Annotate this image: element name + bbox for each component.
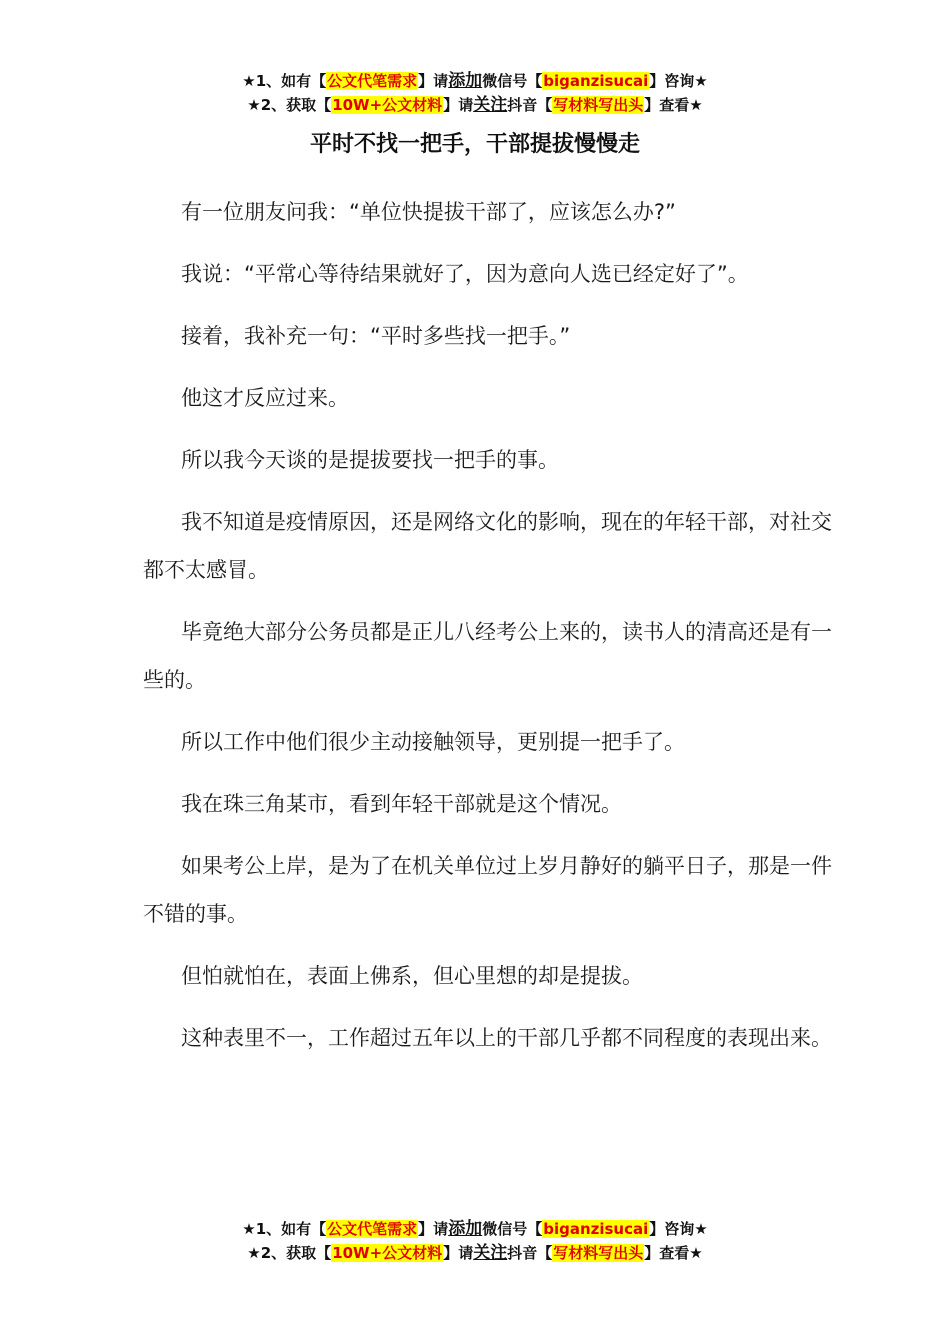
banner-line-2 <box>0 93 950 117</box>
paragraph: 但怕就怕在，表面上佛系，但心里想的却是提拔。 <box>181 964 643 988</box>
banner-text: 】请 <box>418 72 449 90</box>
document-title: 平时不找一把手，干部提拔慢慢走 <box>309 132 640 157</box>
banner-text: ★2、获取【 <box>247 1244 332 1262</box>
paragraph: 所以工作中他们很少主动接触领导，更别提一把手了。 <box>181 730 685 754</box>
document-body <box>143 188 833 1076</box>
underlined-text: 添加 <box>448 1219 483 1239</box>
highlight-text: 写材料写出头 <box>553 96 644 114</box>
banner-text: ★2、获取【 <box>247 96 332 114</box>
banner-text: 微信号【 <box>482 1220 543 1238</box>
paragraph: 毕竟绝大部分公务员都是正儿八经考公上来的，读书人的清高还是有一些的。 <box>143 620 832 692</box>
paragraph: 有一位朋友问我：“单位快提拔干部了，应该怎么办?” <box>181 200 676 224</box>
header-banner <box>0 69 950 117</box>
banner-text: 】咨询★ <box>649 72 708 90</box>
banner-text: 】查看★ <box>644 1244 703 1262</box>
highlight-text: 10W+公文材料 <box>332 96 443 114</box>
banner-text: 】请 <box>443 1244 474 1262</box>
banner-text: ★1、如有【 <box>242 1220 327 1238</box>
paragraph: 我在珠三角某市，看到年轻干部就是这个情况。 <box>181 792 622 816</box>
banner-text: 微信号【 <box>482 72 543 90</box>
highlight-text: 公文代笔需求 <box>327 1220 418 1238</box>
highlight-text: 10W+公文材料 <box>332 1244 443 1262</box>
highlight-text: 写材料写出头 <box>553 1244 644 1262</box>
banner-text: 】查看★ <box>644 96 703 114</box>
banner-line-1 <box>0 69 950 93</box>
footer-banner <box>0 1217 950 1265</box>
underlined-text: 添加 <box>448 71 483 91</box>
banner-text: 】咨询★ <box>649 1220 708 1238</box>
paragraph: 我说：“平常心等待结果就好了，因为意向人选已经定好了”。 <box>181 262 749 286</box>
paragraph: 接着，我补充一句：“平时多些找一把手。” <box>181 324 571 348</box>
paragraph: 我不知道是疫情原因，还是网络文化的影响，现在的年轻干部，对社交都不太感冒。 <box>143 510 832 582</box>
banner-text: ★1、如有【 <box>242 72 327 90</box>
paragraph: 这种表里不一，工作超过五年以上的干部几乎都不同程度的表现出来。 <box>181 1026 832 1050</box>
highlight-text: biganzisucai <box>543 72 649 90</box>
banner-text: 】请 <box>418 1220 449 1238</box>
underlined-text: 关注 <box>473 95 508 115</box>
underlined-text: 关注 <box>473 1243 508 1263</box>
paragraph: 如果考公上岸，是为了在机关单位过上岁月静好的躺平日子，那是一件不错的事。 <box>143 854 832 926</box>
paragraph: 所以我今天谈的是提拔要找一把手的事。 <box>181 448 559 472</box>
banner-text: 抖音【 <box>507 1244 553 1262</box>
banner-text: 】请 <box>443 96 474 114</box>
paragraph: 他这才反应过来。 <box>181 386 349 410</box>
banner-line-1 <box>0 1217 950 1241</box>
highlight-text: biganzisucai <box>543 1220 649 1238</box>
highlight-text: 公文代笔需求 <box>327 72 418 90</box>
banner-text: 抖音【 <box>507 96 553 114</box>
banner-line-2 <box>0 1241 950 1265</box>
